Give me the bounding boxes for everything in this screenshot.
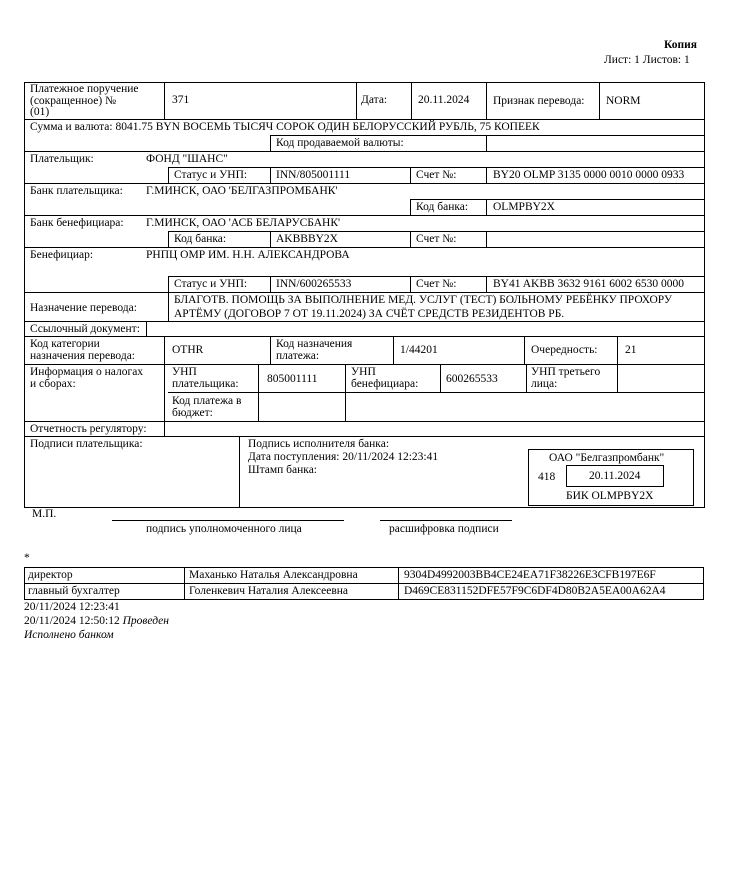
decoding-signature-caption: расшифровка подписи <box>389 523 499 535</box>
bank-stamp-label: Штамп банка: <box>248 464 317 476</box>
payer-bank-label: Банк плательщика: <box>30 185 123 197</box>
order-title-line1: Платежное поручение <box>30 83 139 95</box>
transfer-sign-value: NORM <box>606 95 641 107</box>
timestamp-processed: 20/11/2024 12:50:12 <box>24 615 120 627</box>
beneficiary-bank-label: Банк бенефициара: <box>30 217 124 229</box>
received-date: Дата поступления: 20/11/2024 12:23:41 <box>248 451 439 463</box>
payment-code-label-line2: платежа: <box>276 350 320 362</box>
payer-unp: 805001111 <box>267 373 318 385</box>
stamp-place-label: М.П. <box>32 508 57 520</box>
beneficiary-bank-code-label: Код банка: <box>174 233 227 245</box>
priority-label: Очередность: <box>531 344 598 356</box>
category-label-line1: Код категории <box>30 338 100 350</box>
payer-bank-code: OLMPBY2X <box>493 201 555 213</box>
beneficiary-name: РНПЦ ОМР ИМ. Н.Н. АЛЕКСАНДРОВА <box>146 249 350 261</box>
beneficiary-account-label: Счет №: <box>416 278 457 290</box>
amount-text: Сумма и валюта: 8041.75 BYN ВОСЕМЬ ТЫСЯЧ СОРОК ОДИН БЕЛОРУССКИЙ РУБЛЬ, 75 КОПЕЕК <box>30 121 540 133</box>
benef-unp-label-line1: УНП <box>351 366 376 378</box>
processed-status: Проведен <box>122 615 169 627</box>
budget-code-label-line1: Код платежа в <box>172 395 242 407</box>
taxes-label-line1: Информация о налогах <box>30 366 144 378</box>
timestamp-processed-line <box>24 615 169 628</box>
beneficiary-bank-name: Г.МИНСК, ОАО 'АСБ БЕЛАРУСБАНК' <box>146 217 341 229</box>
payer-bank-code-label: Код банка: <box>416 201 469 213</box>
order-title-line3: (01) <box>30 106 50 118</box>
sheets-count: Лист: 1 Листов: 1 <box>604 54 690 66</box>
reference-doc-label: Ссылочный документ: <box>30 323 140 335</box>
bank-stamp-date: 20.11.2024 <box>589 470 641 482</box>
payment-code-label-line1: Код назначения <box>276 338 353 350</box>
payer-name: ФОНД "ШАНС" <box>146 153 228 165</box>
purpose-label: Назначение перевода: <box>30 302 137 314</box>
benef-unp-label-line2: бенефициара: <box>351 378 419 390</box>
order-number: 371 <box>172 94 190 106</box>
payer-account: BY20 OLMP 3135 0000 0010 0000 0933 <box>493 169 685 181</box>
payer-signatures-label: Подписи плательщика: <box>30 438 143 450</box>
purpose-line2: АРТЁМУ (ДОГОВОР 7 ОТ 19.11.2024) ЗА СЧЁТ СРЕДСТВ РЕЗИДЕНТОВ РБ. <box>174 308 565 320</box>
signer-role: директор <box>28 569 73 581</box>
beneficiary-status-label: Статус и УНП: <box>174 278 248 290</box>
beneficiary-label: Бенефициар: <box>30 249 94 261</box>
bank-stamp-name: ОАО "Белгазпромбанк" <box>549 452 665 464</box>
payer-unp-label-line1: УНП <box>172 366 197 378</box>
third-unp-label-line1: УНП третьего <box>531 366 601 378</box>
signer-name: Маханько Наталья Александровна <box>189 569 358 581</box>
beneficiary-bank-account-label: Счет №: <box>416 233 457 245</box>
signer-name: Голенкевич Наталия Алексеевна <box>189 585 349 597</box>
order-date: 20.11.2024 <box>418 94 470 106</box>
payer-account-label: Счет №: <box>416 169 457 181</box>
asterisk-mark: * <box>24 552 30 564</box>
date-label: Дата: <box>361 94 388 106</box>
timestamp-received: 20/11/2024 12:23:41 <box>24 601 120 613</box>
currency-code-label: Код продаваемой валюты: <box>276 137 404 149</box>
decoding-signature-line <box>380 520 512 521</box>
authorized-signature-caption: подпись уполномоченного лица <box>146 523 302 535</box>
signer-role: главный бухгалтер <box>28 585 120 597</box>
payer-label: Плательщик: <box>30 153 94 165</box>
beneficiary-bank-code: AKBBBY2X <box>276 233 338 245</box>
benef-unp: 600265533 <box>446 373 498 385</box>
priority-value: 21 <box>625 344 637 356</box>
payer-status-label: Статус и УНП: <box>174 169 248 181</box>
signer-hash: D469CE831152DFE57F9C6DF4D80B2A5EA00A62A4 <box>404 585 666 597</box>
payer-bank-name: Г.МИНСК, ОАО 'БЕЛГАЗПРОМБАНК' <box>146 185 338 197</box>
category-label-line2: назначения перевода: <box>30 350 135 362</box>
copy-label: Копия <box>664 39 697 51</box>
payment-code: 1/44201 <box>400 344 438 356</box>
payer-unp-label-line2: плательщика: <box>172 378 239 390</box>
bank-stamp-bik: БИК OLMPBY2X <box>566 490 654 502</box>
authorized-signature-line <box>112 520 344 521</box>
order-title-line2: (сокращенное) № <box>30 95 117 107</box>
transfer-sign-label: Признак перевода: <box>493 95 585 107</box>
signer-hash: 9304D4992003BB4CE24EA71F38226E3CFB197E6F <box>404 569 656 581</box>
beneficiary-status: INN/600265533 <box>276 278 352 290</box>
regulator-label: Отчетность регулятору: <box>30 423 147 435</box>
budget-code-label-line2: бюджет: <box>172 407 213 419</box>
beneficiary-account: BY41 AKBB 3632 9161 6002 6530 0000 <box>493 278 685 290</box>
taxes-label-line2: и сборах: <box>30 378 76 390</box>
bank-exec-signature-label: Подпись исполнителя банка: <box>248 438 390 450</box>
purpose-line1: БЛАГОТВ. ПОМОЩЬ ЗА ВЫПОЛНЕНИЕ МЕД. УСЛУГ (ТЕСТ) БОЛЬНОМУ РЕБЁНКУ ПРОХОРУ <box>174 294 673 306</box>
category-value: OTHR <box>172 344 204 356</box>
bank-stamp-number: 418 <box>538 471 556 483</box>
payer-status: INN/805001111 <box>276 169 351 181</box>
executed-by-bank: Исполнено банком <box>24 629 114 641</box>
third-unp-label-line2: лица: <box>531 378 558 390</box>
